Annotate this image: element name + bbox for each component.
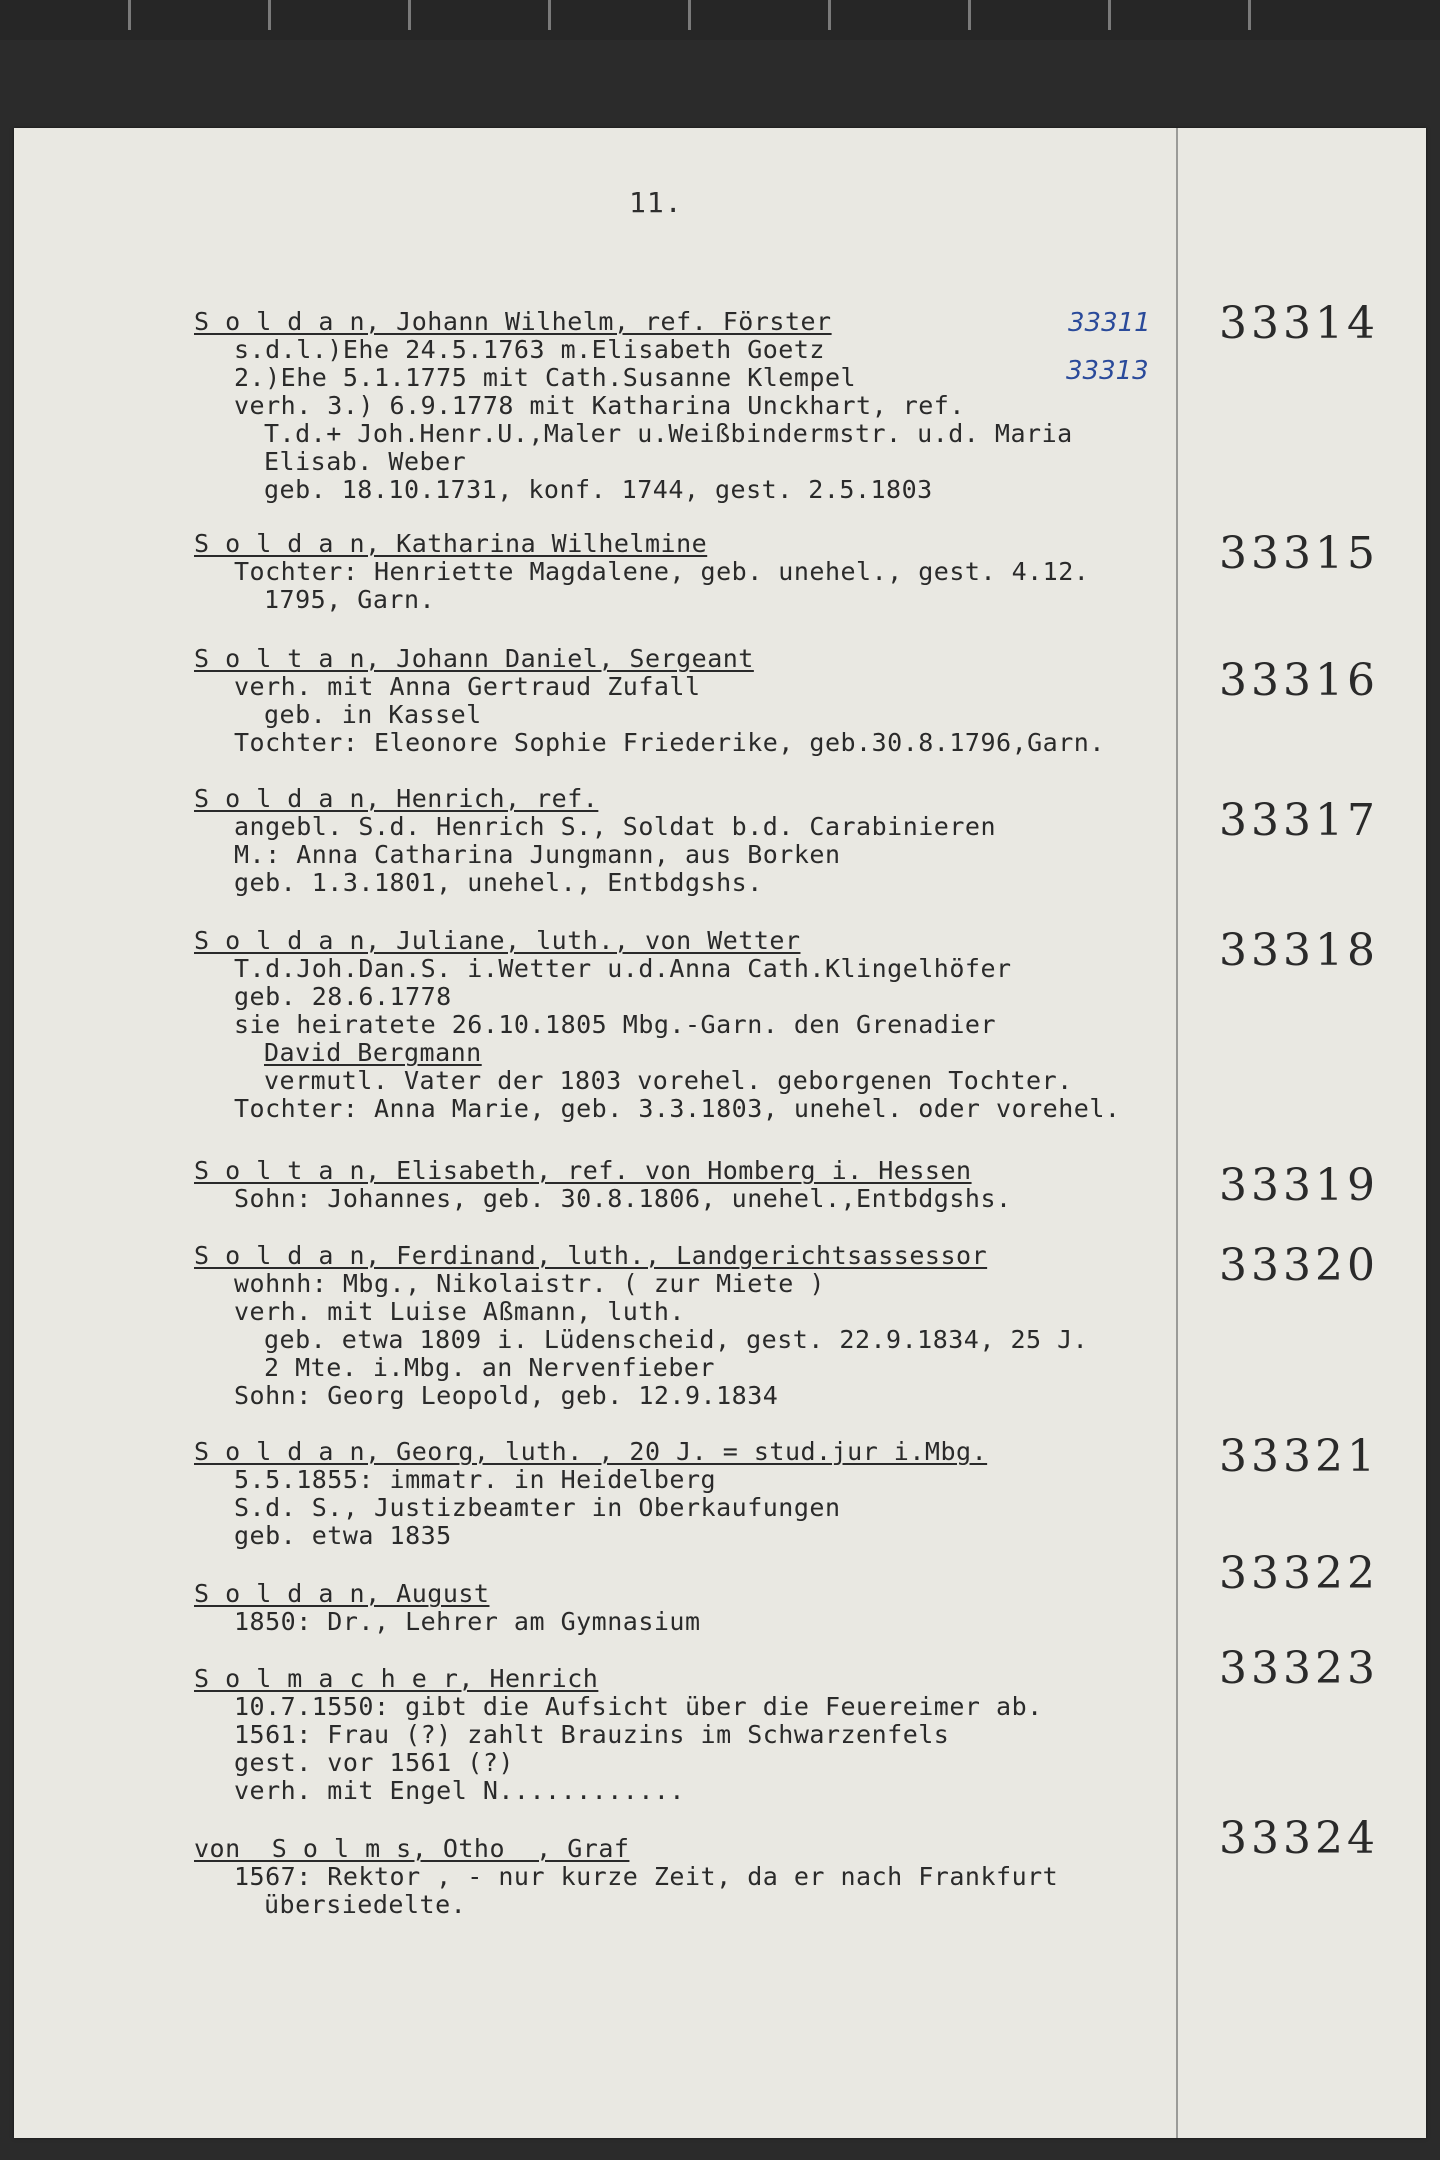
record-line: gest. vor 1561 (?) [234, 1748, 514, 1777]
record-line: S o l t a n, Elisabeth, ref. von Homberg i. Hessen [194, 1156, 972, 1185]
record-number: 33314 [1219, 298, 1379, 349]
record-line: S o l d a n, Henrich, ref. [194, 784, 599, 813]
record-line: Sohn: Johannes, geb. 30.8.1806, unehel.,Entbdgshs. [234, 1184, 1012, 1213]
margin-line [1176, 128, 1178, 2138]
record-line: 1567: Rektor , - nur kurze Zeit, da er nach Frankfurt [234, 1862, 1059, 1891]
record-line: 1561: Frau (?) zahlt Brauzins im Schwarzenfels [234, 1720, 950, 1749]
record-line: verh. mit Engel N............ [234, 1776, 685, 1805]
record-line: von S o l m s, Otho , Graf [194, 1834, 630, 1863]
record-line: S o l d a n, Juliane, luth., von Wetter [194, 926, 801, 955]
record-line: 10.7.1550: gibt die Aufsicht über die Feuereimer ab. [234, 1692, 1043, 1721]
record-line: S o l m a c h e r, Henrich [194, 1664, 599, 1693]
record-line: Tochter: Eleonore Sophie Friederike, geb.30.8.1796,Garn. [234, 728, 1105, 757]
record-line: geb. 18.10.1731, konf. 1744, gest. 2.5.1803 [264, 475, 933, 504]
record-line: M.: Anna Catharina Jungmann, aus Borken [234, 840, 841, 869]
record-line: übersiedelte. [264, 1890, 467, 1919]
record-line: Elisab. Weber [264, 447, 467, 476]
record-line: vermutl. Vater der 1803 vorehel. geborgenen Tochter. [264, 1066, 1073, 1095]
record-line: 1795, Garn. [264, 585, 436, 614]
record-line: angebl. S.d. Henrich S., Soldat b.d. Carabinieren [234, 812, 997, 841]
record-line: T.d.+ Joh.Henr.U.,Maler u.Weißbindermstr. u.d. Maria [264, 419, 1073, 448]
record-line: verh. mit Luise Aßmann, luth. [234, 1297, 685, 1326]
record-line: 2 Mte. i.Mbg. an Nervenfieber [264, 1353, 715, 1382]
record-number: 33318 [1219, 925, 1379, 976]
record-line: s.d.l.)Ehe 24.5.1763 m.Elisabeth Goetz [234, 335, 825, 364]
record-line: S.d. S., Justizbeamter in Oberkaufungen [234, 1493, 841, 1522]
record-line: Tochter: Anna Marie, geb. 3.3.1803, unehel. oder vorehel. [234, 1094, 1121, 1123]
record-line: geb. in Kassel [264, 700, 482, 729]
record-line: geb. etwa 1835 [234, 1521, 452, 1550]
record-number: 33317 [1219, 795, 1379, 846]
record-line: geb. etwa 1809 i. Lüdenscheid, gest. 22.9.1834, 25 J. [264, 1325, 1089, 1354]
record-line: geb. 28.6.1778 [234, 982, 452, 1011]
record-line: David Bergmann [264, 1038, 482, 1067]
record-number: 33323 [1219, 1643, 1379, 1694]
record-line: Sohn: Georg Leopold, geb. 12.9.1834 [234, 1381, 779, 1410]
handwritten-note-2: 33313 [1066, 356, 1149, 386]
record-number: 33316 [1219, 655, 1379, 706]
scanner-top-strip [0, 0, 1440, 40]
record-line: 5.5.1855: immatr. in Heidelberg [234, 1465, 717, 1494]
record-line: wohnh: Mbg., Nikolaistr. ( zur Miete ) [234, 1269, 825, 1298]
record-line: 2.)Ehe 5.1.1775 mit Cath.Susanne Klempel [234, 363, 857, 392]
record-line: sie heiratete 26.10.1805 Mbg.-Garn. den Grenadier [234, 1010, 997, 1039]
page-number: 11. [629, 186, 683, 219]
document-page [14, 128, 1426, 2138]
record-line: geb. 1.3.1801, unehel., Entbdgshs. [234, 868, 763, 897]
record-number: 33324 [1219, 1813, 1379, 1864]
record-number: 33320 [1219, 1240, 1379, 1291]
record-line: S o l d a n, Johann Wilhelm, ref. Förster [194, 307, 832, 336]
record-line: S o l d a n, Georg, luth. , 20 J. = stud.jur i.Mbg. [194, 1437, 988, 1466]
record-number: 33321 [1219, 1431, 1379, 1482]
record-line: S o l d a n, August [194, 1579, 490, 1608]
record-number: 33322 [1219, 1548, 1379, 1599]
record-line: T.d.Joh.Dan.S. i.Wetter u.d.Anna Cath.Klingelhöfer [234, 954, 1012, 983]
record-line: verh. mit Anna Gertraud Zufall [234, 672, 701, 701]
record-line: S o l d a n, Ferdinand, luth., Landgerichtsassessor [194, 1241, 988, 1270]
record-line: S o l t a n, Johann Daniel, Sergeant [194, 644, 754, 673]
record-line: Tochter: Henriette Magdalene, geb. unehel., gest. 4.12. [234, 557, 1090, 586]
handwritten-note-1: 33311 [1068, 308, 1151, 338]
record-number: 33319 [1219, 1160, 1379, 1211]
record-line: verh. 3.) 6.9.1778 mit Katharina Unckhart, ref. [234, 391, 965, 420]
record-number: 33315 [1219, 528, 1379, 579]
record-line: 1850: Dr., Lehrer am Gymnasium [234, 1607, 701, 1636]
record-line: S o l d a n, Katharina Wilhelmine [194, 529, 708, 558]
